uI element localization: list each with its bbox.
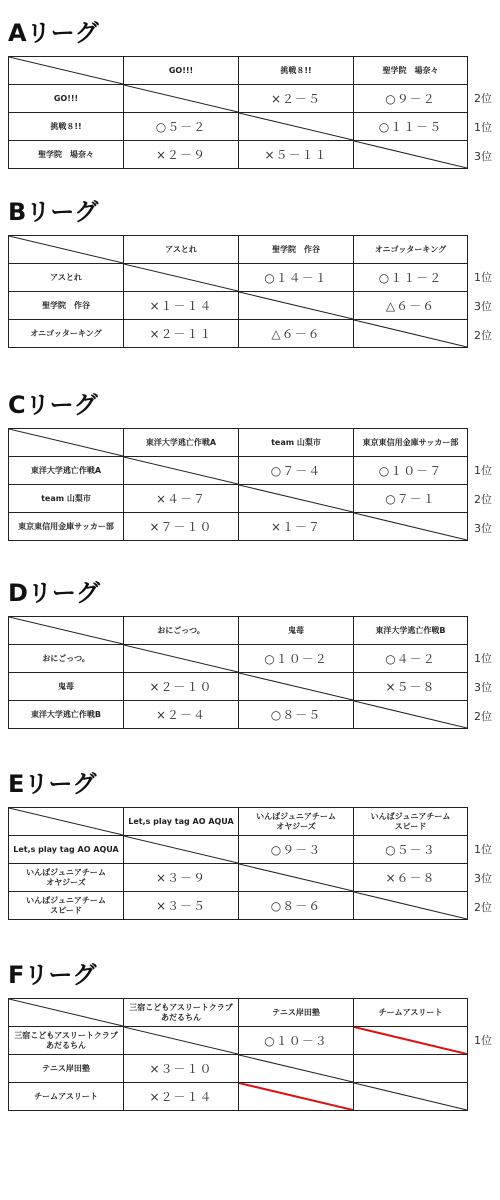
match-score-cell: ○５－３: [354, 836, 468, 864]
header-row: [9, 57, 468, 85]
row-header-team: オニゴッターキング: [9, 320, 124, 348]
column-header-team: 挑戦８!!: [239, 57, 354, 85]
match-score-cell: ×４－７: [124, 485, 239, 513]
corner-cell: [9, 236, 124, 264]
row-header-team: いんばジュニアチーム オヤジーズ: [9, 864, 124, 892]
corner-cell: [9, 57, 124, 85]
league-title: Fリーグ: [8, 961, 97, 989]
header-row: [9, 999, 468, 1027]
corner-cell: [9, 429, 124, 457]
corner-diagonal-line: [9, 617, 123, 644]
rank-label-second: 1位: [474, 121, 492, 134]
rank-label-third: 3位: [474, 150, 492, 163]
match-score-cell: ×６－８: [354, 864, 468, 892]
header-row: [9, 429, 468, 457]
corner-cell: [9, 617, 124, 645]
team-row: [9, 513, 468, 541]
self-match-diagonal-line: [239, 864, 353, 891]
match-score-cell: ○１１－５: [354, 113, 468, 141]
column-header-team: 鬼苺: [239, 617, 354, 645]
row-header-team: いんばジュニアチーム スピード: [9, 892, 124, 920]
column-header-team: 東洋大学逃亡作戦B: [354, 617, 468, 645]
match-score-cell: ○８－６: [239, 892, 354, 920]
row-header-team: 東洋大学逃亡作戦A: [9, 457, 124, 485]
row-header-team: 東京東信用金庫サッカー部: [9, 513, 124, 541]
row-header-team: 鬼苺: [9, 673, 124, 701]
row-header-team: アスとれ: [9, 264, 124, 292]
match-score-cell: △６－６: [354, 292, 468, 320]
league-title: Cリーグ: [8, 391, 98, 419]
self-match-diagonal-line: [124, 264, 238, 291]
row-header-team: GO!!!: [9, 85, 124, 113]
team-row: [9, 836, 468, 864]
rank-label-second: 3位: [474, 300, 492, 313]
league-title: Bリーグ: [8, 198, 99, 226]
team-row: [9, 1027, 468, 1055]
column-header-team: 三宿こどもアスリートクラブ あだるちん: [124, 999, 239, 1027]
self-match-cell: [354, 141, 468, 169]
column-header-team: 聖学院 作谷: [239, 236, 354, 264]
rank-label-first: 2位: [474, 92, 492, 105]
match-results-table: [8, 616, 468, 729]
self-match-cell: [124, 264, 239, 292]
match-score-cell: ○９－３: [239, 836, 354, 864]
match-score-cell: ×３－９: [124, 864, 239, 892]
corner-cell: [9, 808, 124, 836]
corner-diagonal-line: [9, 999, 123, 1026]
self-match-diagonal-line: [124, 1027, 238, 1054]
row-header-team: チームアスリート: [9, 1083, 124, 1111]
match-score-cell: ○１１－２: [354, 264, 468, 292]
team-row: [9, 645, 468, 673]
column-header-team: 東京東信用金庫サッカー部: [354, 429, 468, 457]
match-score-cell: ×２－５: [239, 85, 354, 113]
row-header-team: team 山梨市: [9, 485, 124, 513]
team-row: [9, 701, 468, 729]
unplayed-match-cell: [239, 1083, 354, 1111]
self-match-cell: [354, 701, 468, 729]
unplayed-red-slash: [354, 1027, 467, 1054]
match-results-table: [8, 807, 468, 920]
header-row: [9, 236, 468, 264]
unplayed-red-slash: [239, 1083, 353, 1110]
self-match-cell: [124, 645, 239, 673]
match-score-cell: ○７－１: [354, 485, 468, 513]
column-header-team: いんばジュニアチーム オヤジーズ: [239, 808, 354, 836]
match-score-cell: ○７－４: [239, 457, 354, 485]
column-header-team: Let,s play tag AO AQUA: [124, 808, 239, 836]
unplayed-match-cell: [354, 1027, 468, 1055]
team-row: [9, 864, 468, 892]
rank-label-second: 2位: [474, 493, 492, 506]
team-row: [9, 113, 468, 141]
column-header-team: 東洋大学逃亡作戦A: [124, 429, 239, 457]
rank-label-first: 1位: [474, 271, 492, 284]
league-title: Eリーグ: [8, 770, 97, 798]
match-score-cell: ×５－１１: [239, 141, 354, 169]
self-match-diagonal-line: [354, 701, 467, 728]
self-match-cell: [239, 864, 354, 892]
corner-diagonal-line: [9, 236, 123, 263]
match-score-cell: ○９－２: [354, 85, 468, 113]
team-row: [9, 264, 468, 292]
self-match-diagonal-line: [354, 892, 467, 919]
rank-label-second: 3位: [474, 872, 492, 885]
match-score-cell: ×７－１０: [124, 513, 239, 541]
self-match-diagonal-line: [239, 485, 353, 512]
rank-label-third: 2位: [474, 329, 492, 342]
team-row: [9, 892, 468, 920]
row-header-team: 聖学院 作谷: [9, 292, 124, 320]
league-title: Dリーグ: [8, 579, 100, 607]
match-score-cell: ○８－５: [239, 701, 354, 729]
corner-cell: [9, 999, 124, 1027]
row-header-team: 東洋大学逃亡作戦B: [9, 701, 124, 729]
team-row: [9, 673, 468, 701]
league-title: Aリーグ: [8, 19, 99, 47]
match-score-cell: ○１４－１: [239, 264, 354, 292]
self-match-diagonal-line: [124, 836, 238, 863]
team-row: [9, 292, 468, 320]
self-match-diagonal-line: [239, 292, 353, 319]
match-results-table: [8, 56, 468, 169]
self-match-cell: [239, 673, 354, 701]
self-match-cell: [354, 513, 468, 541]
column-header-team: チームアスリート: [354, 999, 468, 1027]
self-match-diagonal-line: [124, 457, 238, 484]
self-match-cell: [239, 113, 354, 141]
row-header-team: テニス岸田塾: [9, 1055, 124, 1083]
match-score-cell: △６－６: [239, 320, 354, 348]
corner-diagonal-line: [9, 429, 123, 456]
rank-label-second: 3位: [474, 681, 492, 694]
self-match-diagonal-line: [239, 113, 353, 140]
self-match-diagonal-line: [354, 513, 467, 540]
rank-label-third: 2位: [474, 901, 492, 914]
column-header-team: 聖学院 場奈々: [354, 57, 468, 85]
header-row: [9, 617, 468, 645]
match-score-cell: ○１０－７: [354, 457, 468, 485]
match-score-cell: ×１－１４: [124, 292, 239, 320]
rank-label-first: 1位: [474, 843, 492, 856]
rank-label-first: 1位: [474, 652, 492, 665]
team-row: [9, 85, 468, 113]
match-score-cell: ×１－７: [239, 513, 354, 541]
row-header-team: 三宿こどもアスリートクラブ あだるちん: [9, 1027, 124, 1055]
self-match-cell: [239, 485, 354, 513]
team-row: [9, 320, 468, 348]
match-results-table: [8, 998, 468, 1111]
column-header-team: GO!!!: [124, 57, 239, 85]
row-header-team: Let,s play tag AO AQUA: [9, 836, 124, 864]
column-header-team: team 山梨市: [239, 429, 354, 457]
team-row: [9, 457, 468, 485]
self-match-cell: [354, 320, 468, 348]
corner-diagonal-line: [9, 808, 123, 835]
self-match-diagonal-line: [239, 673, 353, 700]
match-score-cell: ×２－１４: [124, 1083, 239, 1111]
match-score-cell: ×３－５: [124, 892, 239, 920]
match-score-cell: ○１０－３: [239, 1027, 354, 1055]
self-match-diagonal-line: [124, 85, 238, 112]
self-match-diagonal-line: [239, 1055, 353, 1082]
self-match-cell: [124, 457, 239, 485]
self-match-diagonal-line: [354, 320, 467, 347]
self-match-diagonal-line: [354, 141, 467, 168]
match-score-cell: ×２－１１: [124, 320, 239, 348]
self-match-cell: [354, 1083, 468, 1111]
row-header-team: おにごっつ。: [9, 645, 124, 673]
rank-label-third: 3位: [474, 522, 492, 535]
self-match-diagonal-line: [124, 645, 238, 672]
match-score-cell: ×２－９: [124, 141, 239, 169]
self-match-cell: [124, 836, 239, 864]
match-results-table: [8, 235, 468, 348]
match-results-table: [8, 428, 468, 541]
rank-label-first: 1位: [474, 464, 492, 477]
self-match-cell: [124, 1027, 239, 1055]
self-match-cell: [239, 292, 354, 320]
match-score-cell: ○４－２: [354, 645, 468, 673]
team-row: [9, 141, 468, 169]
column-header-team: テニス岸田塾: [239, 999, 354, 1027]
self-match-cell: [354, 892, 468, 920]
self-match-cell: [239, 1055, 354, 1083]
match-score-cell: [354, 1055, 468, 1083]
column-header-team: おにごっつ。: [124, 617, 239, 645]
self-match-diagonal-line: [354, 1083, 467, 1110]
column-header-team: アスとれ: [124, 236, 239, 264]
team-row: [9, 1083, 468, 1111]
column-header-team: オニゴッターキング: [354, 236, 468, 264]
match-score-cell: ○１０－２: [239, 645, 354, 673]
match-score-cell: ○５－２: [124, 113, 239, 141]
rank-label-third: 2位: [474, 710, 492, 723]
header-row: [9, 808, 468, 836]
match-score-cell: ×２－４: [124, 701, 239, 729]
corner-diagonal-line: [9, 57, 123, 84]
self-match-cell: [124, 85, 239, 113]
column-header-team: いんばジュニアチーム スピード: [354, 808, 468, 836]
row-header-team: 聖学院 場奈々: [9, 141, 124, 169]
row-header-team: 挑戦８!!: [9, 113, 124, 141]
team-row: [9, 485, 468, 513]
rank-label-first: 1位: [474, 1034, 492, 1047]
team-row: [9, 1055, 468, 1083]
match-score-cell: ×５－８: [354, 673, 468, 701]
match-score-cell: ×２－１０: [124, 673, 239, 701]
match-score-cell: ×３－１０: [124, 1055, 239, 1083]
